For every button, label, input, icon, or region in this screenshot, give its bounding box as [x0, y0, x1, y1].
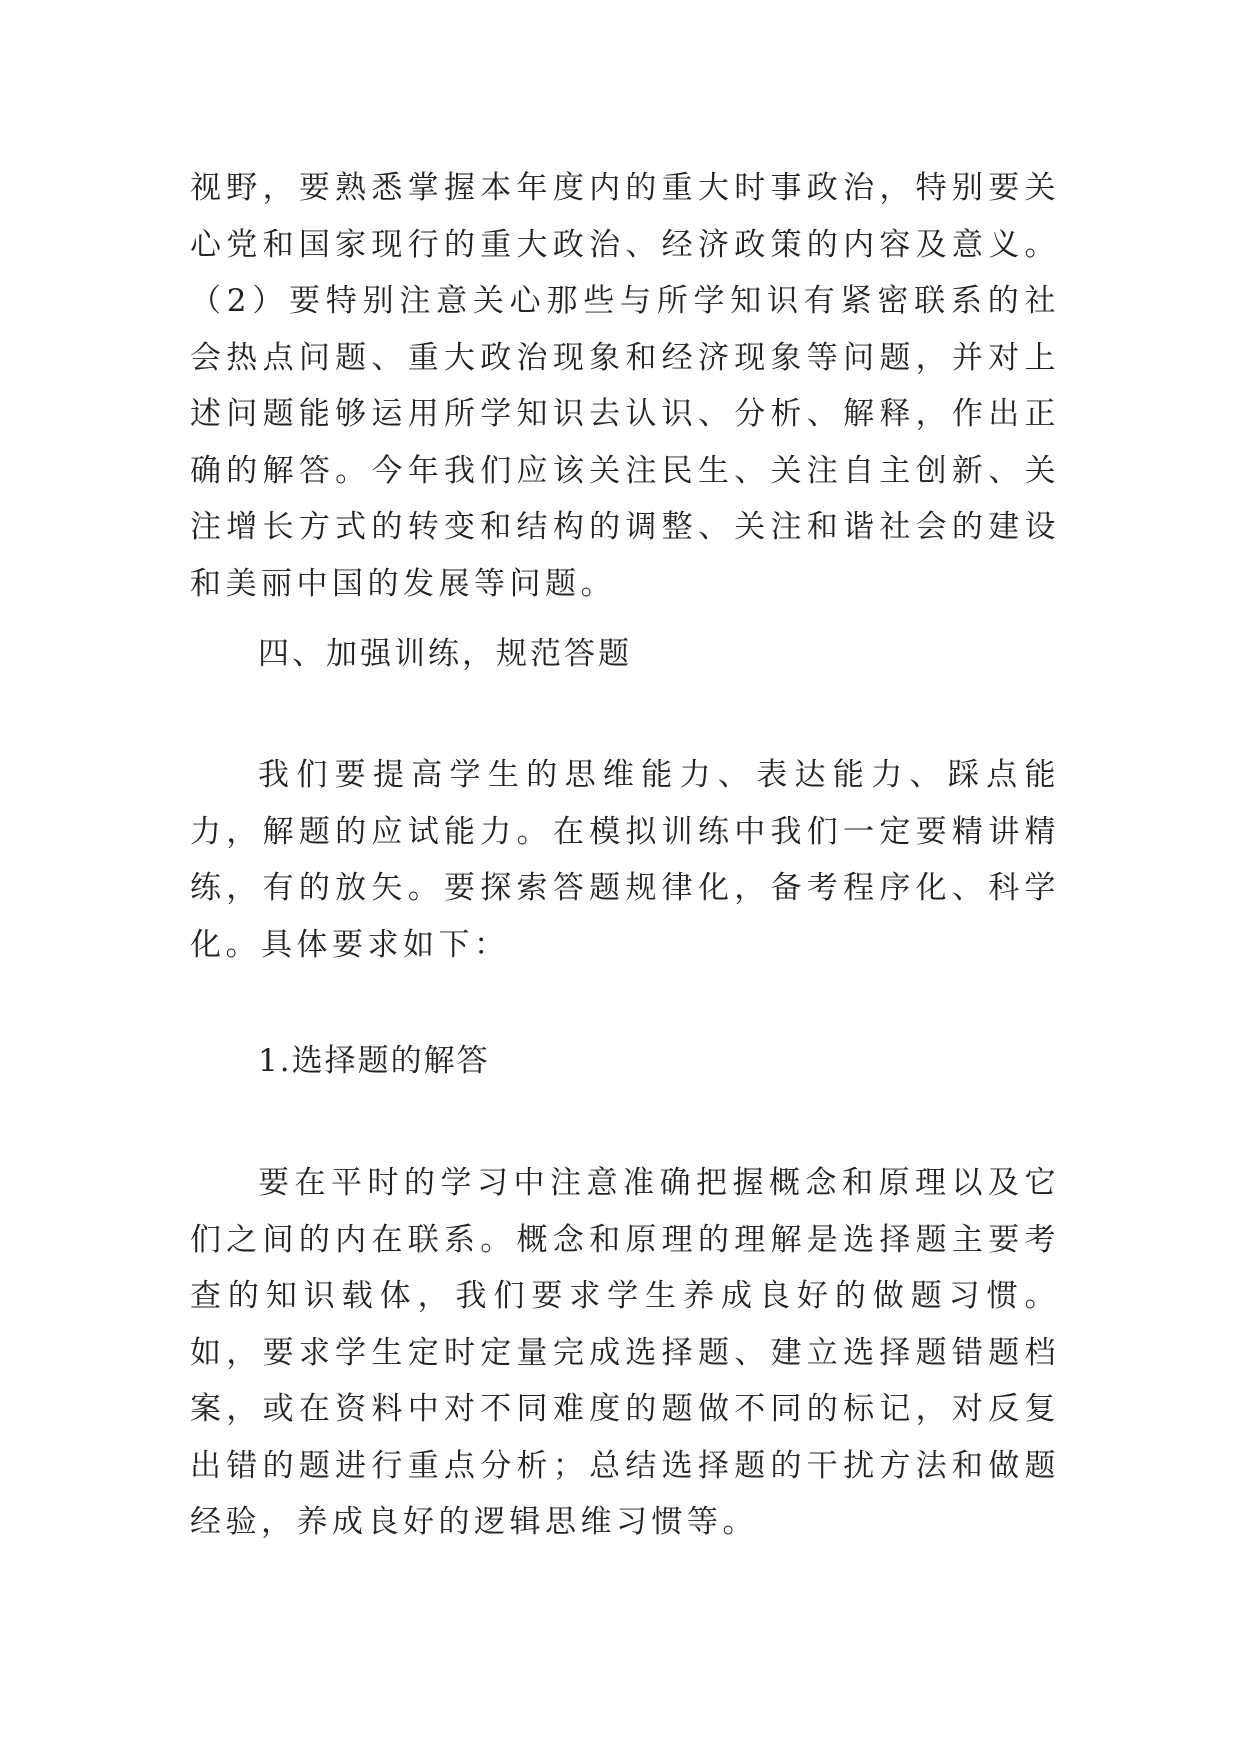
body-paragraph: 视野，要熟悉掌握本年度内的重大时事政治，特别要关心党和国家现行的重大政治、经济政策的内容及意义。（2）要特别注意关心那些与所学知识有紧密联系的社会热点问题、重大政治现象和经济现象等问题，并对上述问题能够运用所学知识去认识、分析、解释，作出正确的解答。今年我们应该关注民生、关注自主创新、关注增长方式的转变和结构的调整、关注和谐社会的建设和美丽中国的发展等问题。: [190, 170, 1060, 602]
body-paragraph: 要在平时的学习中注意准确把握概念和原理以及它们之间的内在联系。概念和原理的理解是选择题主要考查的知识载体，我们要求学生养成良好的做题习惯。如，要求学生定时定量完成选择题、建立选择题错题档案，或在资料中对不同难度的题做不同的标记，对反复出错的题进行重点分析；总结选择题的干扰方法和做题经验，养成良好的逻辑思维习惯等。: [190, 1165, 1060, 1540]
section-heading: 四、加强训练，规范答题: [258, 636, 632, 672]
subsection-heading: 1.选择题的解答: [258, 1043, 490, 1079]
body-paragraph: 我们要提高学生的思维能力、表达能力、踩点能力，解题的应试能力。在模拟训练中我们一定要精讲精练，有的放矢。要探索答题规律化，备考程序化、科学化。具体要求如下：: [190, 757, 1060, 963]
